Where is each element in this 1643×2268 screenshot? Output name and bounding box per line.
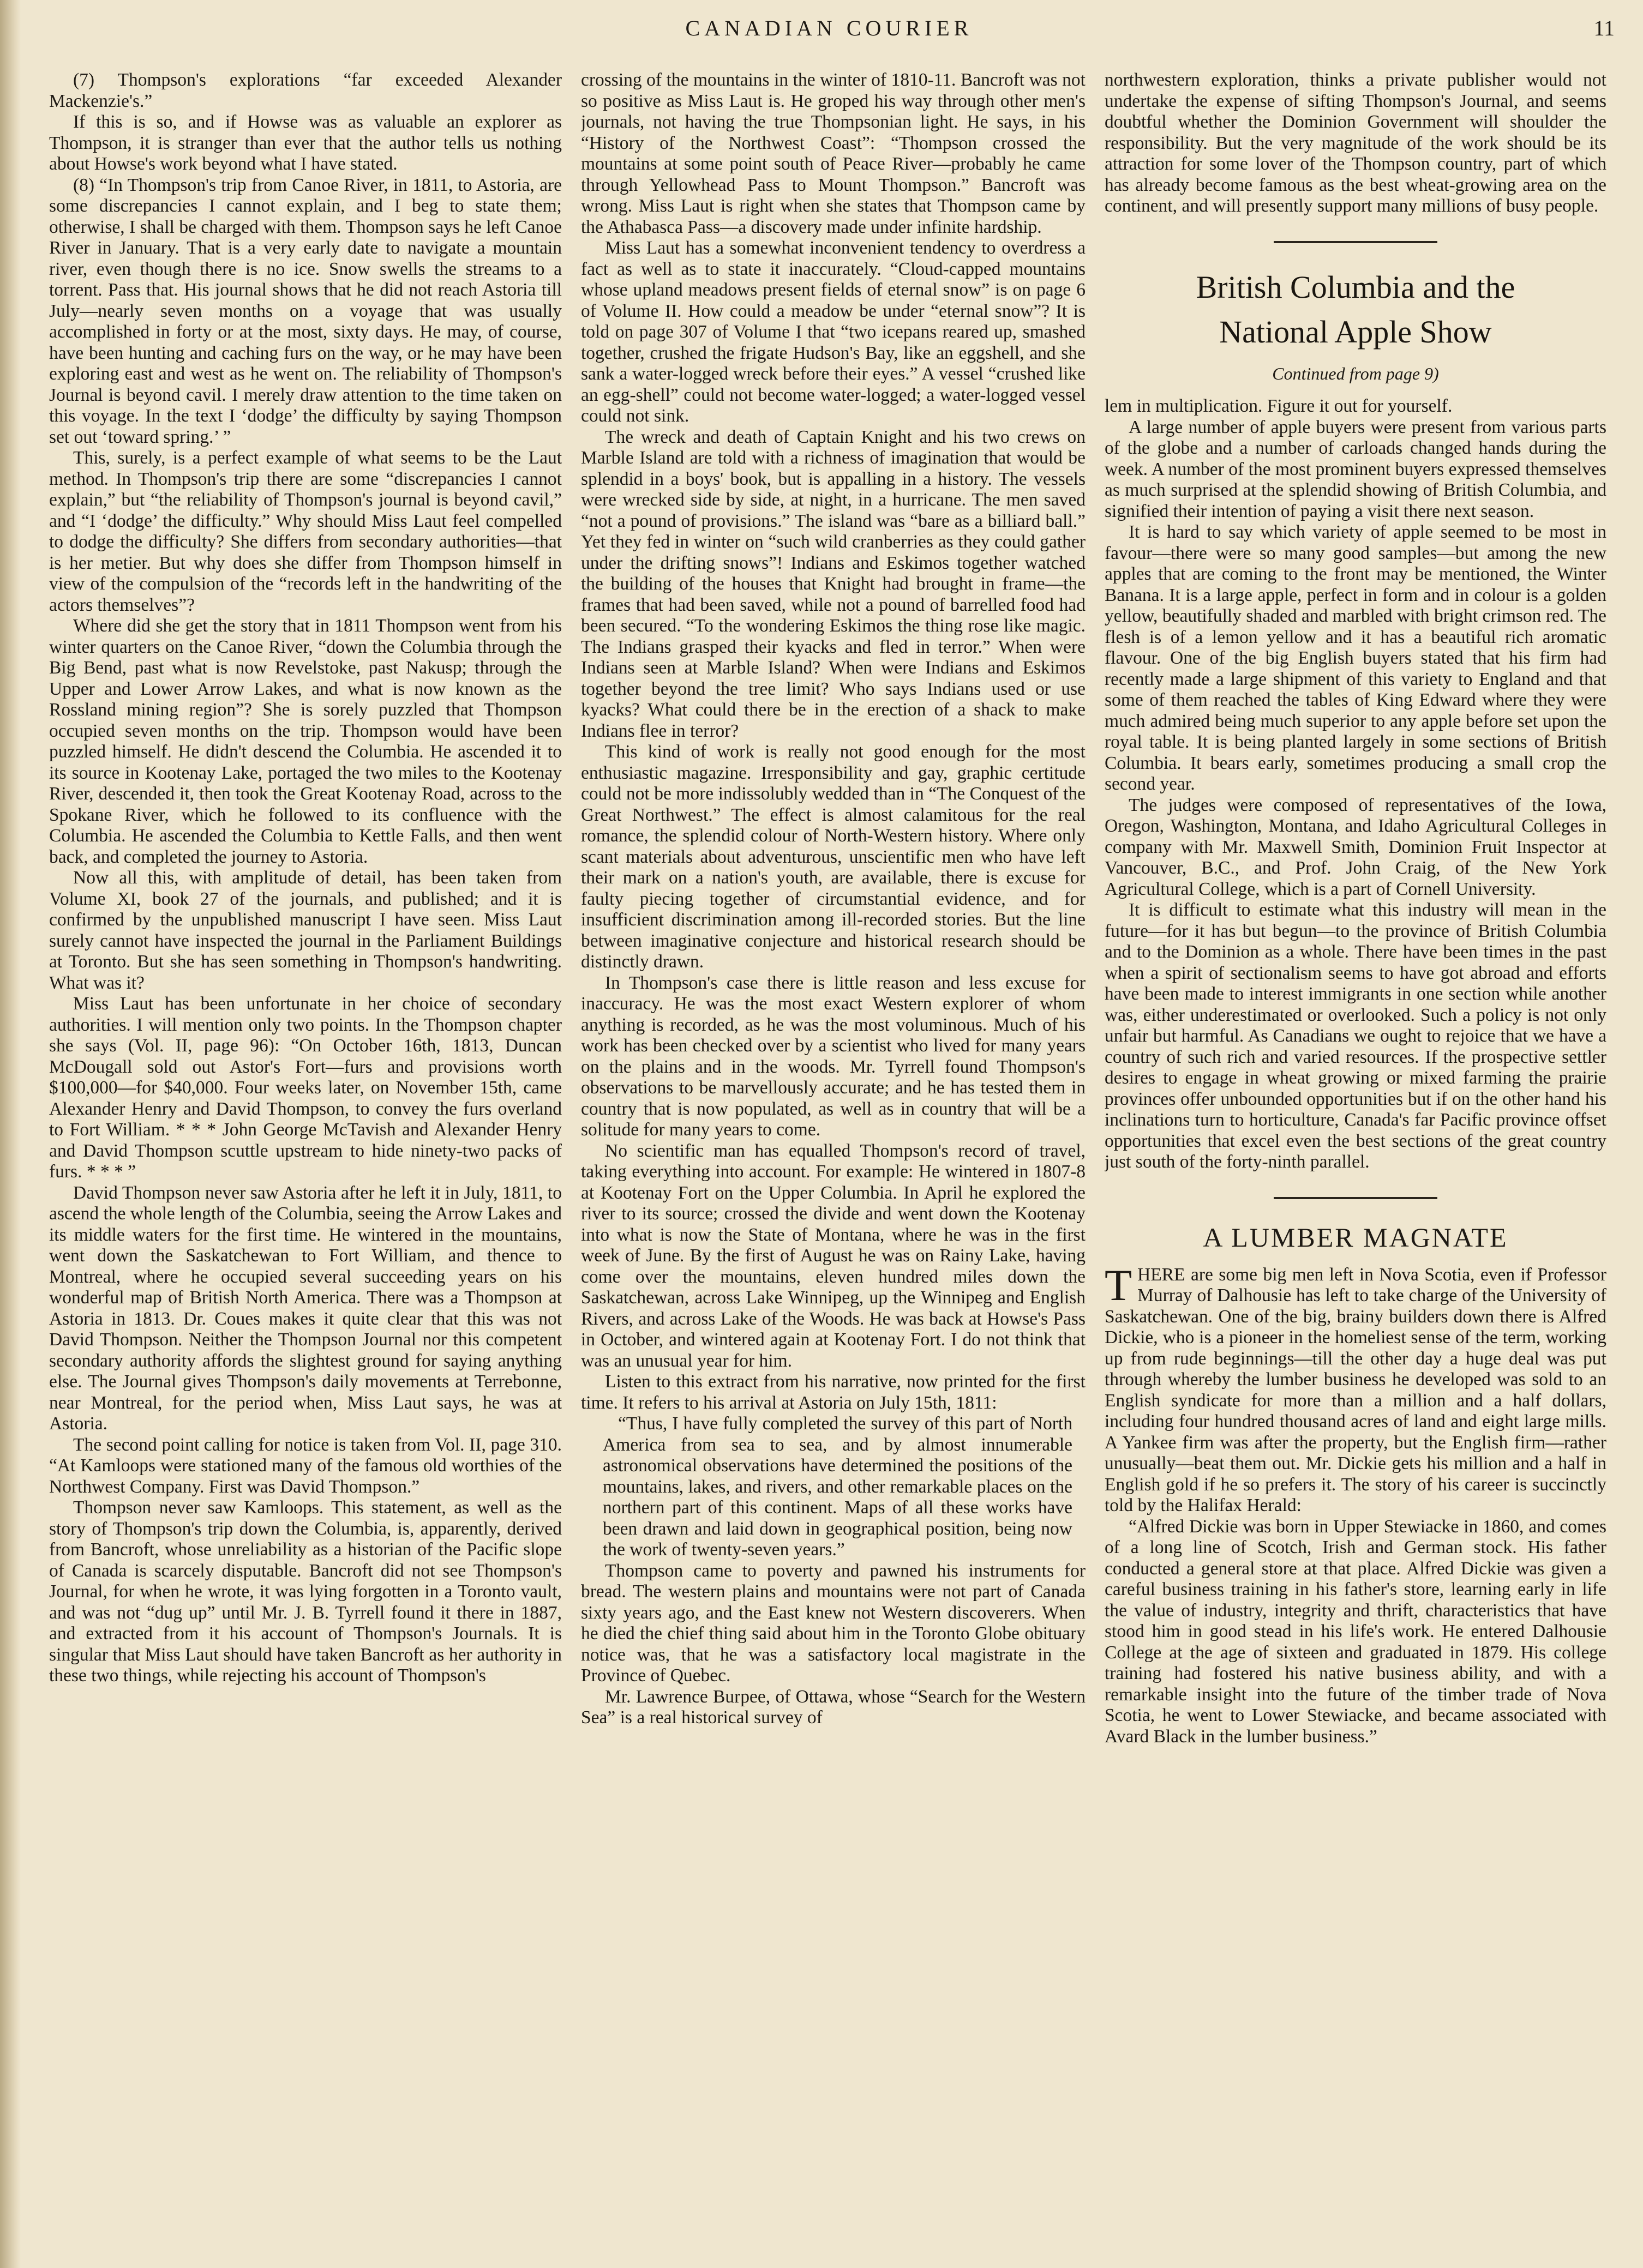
article-headline: A LUMBER MAGNATE bbox=[1203, 1222, 1508, 1253]
article-headline bbox=[1105, 265, 1606, 354]
column-3 bbox=[1105, 70, 1606, 2240]
paragraph: It is difficult to estimate what this industry will mean in the future—for it has but begun—to the province of British Columbia and to the Dominion as a whole. There have been times in the past when a spirit of sectionalism seems to have got abroad and efforts have been made to interest immigrants in one section while another was, either underestimated or overlooked. Such a policy is not only unfair but harmful. As Canadians we ought to rejoice that we have a country of such rich and varied resources. If the prospective settler desires to engage in wheat growing or mixed farming the prairie provinces offer unbounded opportunities but if on the other hand his inclinations turn to horticulture, Canada's far Pacific province offset opportunities that excel even the best sections of the great country just south of the forty-ninth parallel. bbox=[1105, 900, 1606, 1172]
paragraph: (8) “In Thompson's trip from Canoe River, in 1811, to Astoria, are some discrepancies I cannot explain, and I beg to state them; otherwise, I shall be charged with them. Thompson says he left Canoe River in January. That is a very early date to navigate a mountain river, even though there is no ice. Snow swells the streams to a torrent. Pass that. His journal shows that he did not reach Astoria till July—nearly seven months on a voyage that was usually accomplished in forty or at the most, sixty days. He may, of course, have been hunting and caching furs on the way, or he may have been exploring east and west as he went on. The reliability of Thompson's Journal is beyond cavil. I merely draw attention to the time taken on this voyage. In the text I ‘dodge’ the difficulty by saying Thompson set out ‘toward spring.’ ” bbox=[49, 175, 562, 447]
paragraph: northwestern exploration, thinks a private publisher would not undertake the expense of sifting Thompson's Journal, and seems doubtful whether the Dominion Government will shoulder the responsibility. But the very magnitude of the work should be its attraction for some lover of the Thompson country, part of which has already become famous as the best wheat-growing area on the continent, and will presently support many millions of busy people. bbox=[1105, 70, 1606, 216]
headline-line-2: National Apple Show bbox=[1219, 314, 1492, 350]
paragraph: This, surely, is a perfect example of what seems to be the Laut method. In Thompson's trip there are some “discrepancies I cannot explain,” but “the reliability of Thompson's journal is beyond cavil,” and “I ‘dodge’ the difficulty.” Why should Miss Laut feel compelled to dodge the difficulty? She differs from secondary authorities—that is her metier. But why does she differ from Thompson himself in view of the compulsion of the “records left in the handwriting of the actors themselves”? bbox=[49, 448, 562, 615]
section-divider bbox=[1274, 241, 1437, 243]
paragraph: crossing of the mountains in the winter of 1810-11. Bancroft was not so positive as Miss Laut is. He groped his way through other men's journals, not having the true Thompsonian light. He says, in his “History of the Northwest Coast”: “Thompson crossed the mountains at some point south of Peace River—probably he came through Yellowhead Pass to Mount Thompson.” Bancroft was wrong. Miss Laut is right when she states that Thompson came by the Athabasca Pass—a discovery made under infinite hardship. bbox=[581, 70, 1086, 237]
lumber-magnate-article bbox=[1105, 1221, 1606, 1748]
paragraph: No scientific man has equalled Thompson's record of travel, taking everything into account. For example: He wintered in 1807-8 at Kootenay Fort on the Upper Columbia. In April he explored the river to its source; crossed the divide and went down the Kootenay into what is now the State of Montana, where he was in the first week of June. By the first of August he was on Rainy Lake, having come over the mountains, eleven hundred miles down the Saskatchewan, across Lake Winnipeg, up the Winnipeg and English Rivers, and across Lake of the Woods. He was back at Howse's Pass in October, and wintered again at Kootenay Fort. I do not think that was an unusual year for him. bbox=[581, 1140, 1086, 1371]
paragraph: (7) Thompson's explorations “far exceeded Alexander Mackenzie's.” bbox=[49, 70, 562, 111]
paragraph: Miss Laut has a somewhat inconvenient tendency to overdress a fact as well as to state it inaccurately. “Cloud-capped mountains whose upland meadows present fields of eternal snow” is on page 6 of Volume II. How could a meadow be under “eternal snow”? It is told on page 307 of Volume I that “two icepans reared up, smashed together, crushed the frigate Hudson's Bay, like an eggshell, and she sank a water-logged wreck before their eyes.” A vessel “crushed like an egg-shell” could not become water-logged; a water-logged vessel could not sink. bbox=[581, 238, 1086, 426]
drop-cap: T bbox=[1105, 1260, 1132, 1310]
paragraph: lem in multiplication. Figure it out for yourself. bbox=[1105, 396, 1453, 416]
page-gutter-shadow bbox=[0, 0, 21, 2268]
paragraph: The wreck and death of Captain Knight and his two crews on Marble Island are told with a richness of imagination that would be splendid in a boys' book, but is appalling in a history. The vessels were wrecked side by side, at night, in a hurricane. The men saved “not a pound of provisions.” The island was “bare as a billiard ball.” Yet they fed in winter on “such wild cranberries as they could gather under the drifting snows”! Indians and Eskimos together watched the building of the houses that Knight had brought in frame—the frames that had been saved, while not a pound of barrelled food had been secured. “To the wondering Eskimos the thing rose like magic. The Indians grasped their kyacks and fled in terror.” When were Indians seen at Marble Island? When were Indians and Eskimos together beyond the tree limit? Who says Indians used or use kyacks? What could there be in the erection of a shack to make Indians flee in terror? bbox=[581, 426, 1086, 741]
paragraph: In Thompson's case there is little reason and less excuse for inaccuracy. He was the most exact Western explorer of whom anything is recorded, as he was the most voluminous. Much of his work has been checked over by a scientist who lived for many years on the plains and in the woods. Mr. Tyrrell found Thompson's observations to be marvellously accurate; and he has tested them in country that is now populated, as well as in country that will be a solitude for many years to come. bbox=[581, 972, 1086, 1140]
page-header bbox=[44, 15, 1615, 53]
paragraph: This kind of work is really not good enough for the most enthusiastic magazine. Irresponsibility and gay, graphic certitude could not be more indissolubly wedded than in “The Conquest of the Great Northwest.” The effect is almost calamitous for the real romance, the splendid colour of North-Western history. Where only scant materials about adventurous, unscientific men who have left their mark on a nation's youth, are available, there is excuse for faulty piecing together of circumstantial evidence, and for insufficient discrimination among ill-recorded stories. But the line between imaginative conjecture and historical research should be distinctly drawn. bbox=[581, 742, 1086, 972]
paragraph: The second point calling for notice is taken from Vol. II, page 310. “At Kamloops were stationed many of the famous old worthies of the Northwest Company. First was David Thompson.” bbox=[49, 1434, 562, 1497]
paragraph: If this is so, and if Howse was as valuable an explorer as Thompson, it is stranger than ever that the author tells us nothing about Howse's work beyond what I have stated. bbox=[49, 112, 562, 174]
paragraph: The judges were composed of representatives of the Iowa, Oregon, Washington, Montana, and Idaho Agricultural Colleges in company with Mr. Maxwell Smith, Dominion Fruit Inspector at Vancouver, B.C., and Prof. John Craig, of the New York Agricultural College, which is a part of Cornell University. bbox=[1105, 795, 1606, 899]
quoted-paragraph: “Alfred Dickie was born in Upper Stewiacke in 1860, and comes of a long line of Scotch, Irish and German stock. His father conducted a general store at that place. Alfred Dickie was given a careful business training in his father's store, learning early in life the value of industry, integrity and thrift, characteristics that have stood him in good stead in his life's work. He entered Dalhousie College at the age of sixteen and graduated in 1879. His college training had fostered his native business ability, and with a remarkable insight into the future of the timber trade of Nova Scotia, he went to Lower Stewiacke, and became associated with Avard Black in the lumber business.” bbox=[1105, 1516, 1606, 1747]
apple-show-article bbox=[1105, 265, 1606, 1173]
paragraph: David Thompson never saw Astoria after he left it in July, 1811, to ascend the whole length of the Columbia, seeing the Arrow Lakes and its middle waters for the first time. He wintered in the mountains, went down the Saskatchewan to Fort William, and thence to Montreal, where he occupied several succeeding years on his wonderful map of British North America. There was a Thompson at Astoria in 1813. Dr. Coues makes it quite clear that this was not David Thompson. Neither the Thompson Journal nor this competent secondary authority affords the slightest ground for saying anything else. The Journal gives Thompson's daily movements at Terrebonne, near Montreal, for the period when, Miss Laut says, he was at Astoria. bbox=[49, 1182, 562, 1434]
paragraph: Now all this, with amplitude of detail, has been taken from Volume XI, book 27 of the journals, and published; and it is confirmed by the unpublished manuscript I have seen. Miss Laut surely cannot have inspected the journal in the Parliament Buildings at Toronto. But she has seen something in Thompson's handwriting. What was it? bbox=[49, 868, 562, 993]
running-title: CANADIAN COURIER bbox=[685, 16, 973, 40]
column-2 bbox=[581, 70, 1086, 2240]
headline-line-1: British Columbia and the bbox=[1196, 269, 1515, 305]
continued-note: Continued from page 9) bbox=[1272, 363, 1439, 383]
lead-paragraph bbox=[1105, 1260, 1606, 1517]
paragraph: Mr. Lawrence Burpee, of Ottawa, whose “Search for the Western Sea” is a real historical survey of bbox=[581, 1686, 1086, 1728]
column-1 bbox=[49, 70, 562, 2240]
paragraph: Where did she get the story that in 1811 Thompson went from his winter quarters on the Canoe River, “down the Columbia through the Big Bend, past what is now Revelstoke, past Nakusp; through the Upper and Lower Arrow Lakes, and what is now known as the Rossland mining region”? She is sorely puzzled that Thompson occupied seven months on the trip. Thompson would have been puzzled himself. He didn't descend the Columbia. He ascended it to its source in Kootenay Lake, portaged the two miles to the Kootenay River, descended it, then took the Great Kootenay Road, across to the Spokane River, which he followed to its confluence with the Columbia. He ascended the Columbia to Kettle Falls, and then went back, and completed the journey to Astoria. bbox=[49, 616, 562, 867]
page-number: 11 bbox=[1593, 16, 1615, 40]
block-quote: “Thus, I have fully completed the survey of this part of North America from sea to sea, and by almost innumerable astronomical observations have determined the positions of the mountains, lakes, and rivers, and other remarkable places on the northern part of this continent. Maps of all these works have been drawn and laid down in geographical position, being now the work of twenty-seven years.” bbox=[603, 1413, 1072, 1560]
paragraph: Listen to this extract from his narrative, now printed for the first time. It refers to his arrival at Astoria on July 15th, 1811: bbox=[581, 1371, 1086, 1413]
paragraph: Thompson never saw Kamloops. This statement, as well as the story of Thompson's trip down the Columbia, is, apparently, derived from Bancroft, whose unreliability as a historian of the Pacific slope of Canada is scarcely disputable. Bancroft did not see Thompson's Journal, for when he wrote, it was lying forgotten in a Toronto vault, and was not “dug up” until Mr. J. B. Tyrrell found it there in 1887, and extracted from it his account of Thompson's Journals. It is singular that Miss Laut should have taken Bancroft as her authority in these two things, while rejecting his account of Thompson's bbox=[49, 1497, 562, 1686]
section-divider bbox=[1274, 1197, 1437, 1199]
paragraph: Thompson came to poverty and pawned his instruments for bread. The western plains and mountains were not part of Canada sixty years ago, and the East knew not Western discoverers. When he died the chief thing said about him in the Toronto Globe obituary notice was, that he was a satisfactory local magistrate in the Province of Quebec. bbox=[581, 1560, 1086, 1686]
paragraph: Miss Laut has been unfortunate in her choice of secondary authorities. I will mention only two points. In the Thompson chapter she says (Vol. II, page 96): “On October 16th, 1813, Duncan McDougall sold out Astor's Fort—furs and provisions worth $100,000—for $40,000. Four weeks later, on November 15th, came Alexander Henry and David Thompson, to convey the furs overland to Fort William. * * * John George McTavish and Alexander Henry and David Thompson scuttle upstream to hide ninety-two packs of furs. * * * ” bbox=[49, 994, 562, 1182]
paragraph: It is hard to say which variety of apple seemed to be most in favour—there were so many good samples—but among the new apples that are coming to the front may be mentioned, the Winter Banana. It is a large apple, perfect in form and in colour is a golden yellow, beautifully shaded and marbled with bright crimson red. The flesh is of a lemon yellow and it has a beautiful rich aromatic flavour. One of the big English buyers stated that his firm had recently made a large shipment of this variety to England and that some of them reached the tables of King Edward where they were much admired being much superior to any apple before set upon the royal table. It is being planted largely in some sections of British Columbia. It bears early, sometimes producing a small crop the second year. bbox=[1105, 522, 1606, 794]
paragraph: A large number of apple buyers were present from various parts of the globe and a number of carloads changed hands during the week. A number of the most prominent buyers expressed themselves as much surprised at the splendid showing of British Columbia, and signified their intention of paying a visit there next season. bbox=[1105, 417, 1606, 521]
lead-text: HERE are some big men left in Nova Scotia, even if Professor Murray of Dalhousie has left to take charge of the University of Saskatchewan. One of the big, brainy builders down there is Alfred Dickie, who is a pioneer in the homeliest sense of the term, working up from rude beginnings—till the other day a huge deal was put through whereby the lumber business he developed was sold to an English syndicate for more than a million and a half dollars, including four hundred thousand acres of land and eight large mills. A Yankee firm was after the property, but the English firm—rather unusually—beat them out. Mr. Dickie gets his million and a half in English gold if he so prefers it. The story of his career is succinctly told by the Halifax Herald: bbox=[1105, 1264, 1606, 1515]
